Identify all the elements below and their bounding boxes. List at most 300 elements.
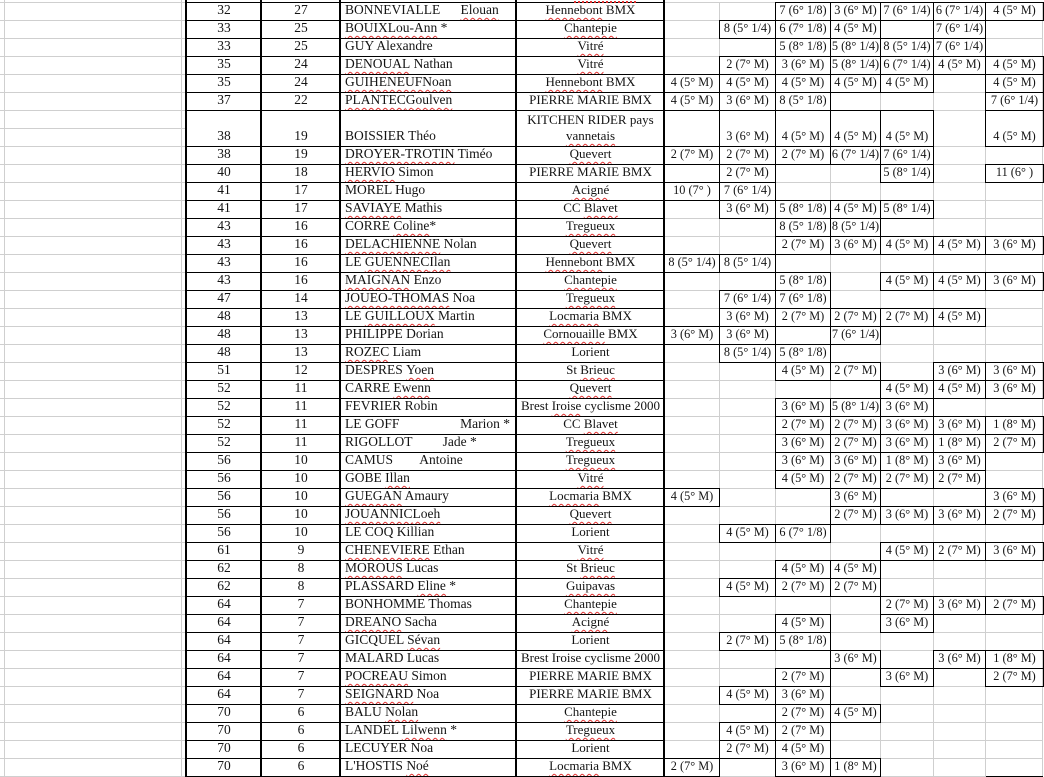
- name-cell: MOREL Hugo: [345, 182, 426, 197]
- result-cell: 3 (6° M): [938, 507, 981, 521]
- club-name: [517, 272, 664, 288]
- result-cell: 3 (6° M): [993, 363, 1036, 377]
- points-cell: 6: [297, 722, 305, 737]
- result-cell: 4 (5° M): [993, 75, 1036, 89]
- points-cell: 7: [297, 632, 305, 647]
- rank-cell: 56: [217, 488, 231, 503]
- club-cell: [517, 2, 664, 20]
- rank-cell: 56: [217, 524, 231, 539]
- result-cell: 1 (8° M): [993, 417, 1036, 431]
- spellcheck-squiggle: DROYER-TROTIN: [345, 146, 455, 161]
- spellcheck-squiggle: Noan: [422, 74, 452, 89]
- result-cell: 8 (5° 1/4): [831, 219, 880, 233]
- rank-cell: 48: [217, 344, 231, 359]
- club-name: [517, 704, 664, 720]
- result-cell: 2 (7° M): [670, 147, 714, 161]
- name-cell: JOUEO-THOMAS Noa: [345, 290, 476, 305]
- points-cell: 13: [294, 308, 308, 323]
- result-cell: 2 (7° M): [726, 147, 769, 161]
- spellcheck-squiggle: Chantepie: [564, 596, 617, 611]
- result-cell: 3 (6° M): [781, 453, 825, 467]
- result-cell: 3 (6° M): [781, 759, 825, 773]
- rank-cell: 47: [217, 290, 231, 305]
- spellcheck-squiggle: Ilan: [429, 254, 451, 269]
- result-cell: 4 (5° M): [670, 489, 714, 503]
- club-name: [517, 614, 664, 630]
- result-cell: 4 (5° M): [938, 57, 981, 71]
- club-cell: [517, 326, 664, 344]
- rank-cell: 52: [217, 380, 231, 395]
- result-cell: 3 (6° M): [834, 651, 877, 665]
- result-cell: 3 (6° M): [885, 399, 929, 413]
- result-cell: 4 (5° M): [885, 381, 929, 395]
- spellcheck-squiggle: Hennebont: [545, 2, 603, 17]
- result-cell: 4 (5° M): [726, 579, 769, 593]
- club-cell: [517, 416, 664, 434]
- spellcheck-squiggle: DELACHIENNE: [345, 236, 441, 251]
- name-cell: [341, 506, 516, 524]
- rank-cell: 64: [217, 668, 231, 683]
- result-cell: 5 (8° 1/8): [779, 201, 827, 215]
- result-cell: 3 (6° M): [938, 597, 981, 611]
- result-cell: 4 (5° M): [885, 273, 929, 287]
- result-cell: 5 (8° 1/8): [779, 633, 827, 647]
- name-cell: DREANO Sacha: [345, 614, 437, 629]
- spellcheck-squiggle: GUIHENEUF: [345, 74, 423, 89]
- spellcheck-squiggle: Blavet: [583, 200, 618, 215]
- club-cell: [517, 524, 664, 542]
- rank-cell: 43: [217, 272, 231, 287]
- spellcheck-squiggle: Tregueux: [565, 218, 616, 233]
- points-cell: 18: [294, 164, 308, 179]
- points-cell: 10: [294, 524, 308, 539]
- result-cell: 3 (6° M): [834, 237, 877, 251]
- result-cell: 4 (5° M): [670, 93, 714, 107]
- spellcheck-squiggle: GUILLOUX: [364, 308, 435, 323]
- result-cell: 4 (5° M): [834, 21, 877, 35]
- result-cell: 2 (7° M): [781, 705, 825, 719]
- club-cell: [517, 452, 664, 470]
- spellcheck-squiggle: Tregueux: [565, 722, 616, 737]
- spellcheck-squiggle: Locmaria: [549, 308, 599, 323]
- name-cell: DENOUAL Nathan: [345, 56, 453, 71]
- result-cell: 3 (6° M): [938, 651, 981, 665]
- name-cell: GUEGAN Amaury: [345, 488, 449, 503]
- club-name: [517, 20, 664, 36]
- club-cell: [517, 722, 664, 740]
- result-cell: 3 (6° M): [726, 129, 769, 143]
- result-cell: 1 (8° M): [993, 651, 1036, 665]
- spellcheck-squiggle: vannetais: [565, 128, 616, 143]
- rank-cell: 64: [217, 614, 231, 629]
- rank-cell: 48: [217, 308, 231, 323]
- club-name: PIERRE MARIE BMX: [529, 92, 652, 107]
- points-cell: 24: [294, 56, 308, 71]
- club-name: PIERRE MARIE BMX: [529, 686, 652, 701]
- club-name: [517, 380, 664, 396]
- spellcheck-squiggle: DENOUAL: [345, 56, 411, 71]
- points-cell: 13: [294, 326, 308, 341]
- result-cell: 4 (5° M): [834, 705, 877, 719]
- result-cell: 3 (6° M): [670, 327, 714, 341]
- club-name: [517, 542, 664, 558]
- spellcheck-squiggle: Noé: [406, 758, 429, 773]
- points-cell: 6: [297, 704, 305, 719]
- rank-cell: 38: [217, 146, 231, 161]
- result-cell: 4 (5° M): [938, 381, 981, 395]
- column-gridline: [181, 0, 182, 777]
- points-cell: 7: [297, 668, 305, 683]
- result-cell: 3 (6° M): [834, 453, 877, 467]
- result-cell: 1 (8° M): [938, 435, 981, 449]
- result-cell: 7 (6° 1/4): [883, 3, 931, 17]
- club-cell: [517, 164, 664, 182]
- club-name: Brest Iroise cyclisme 2000: [521, 650, 660, 665]
- club-cell: [517, 596, 664, 614]
- points-cell: 7: [297, 596, 305, 611]
- rank-cell: 64: [217, 632, 231, 647]
- spellcheck-squiggle: Chantepie: [564, 704, 617, 719]
- club-cell: [517, 488, 664, 506]
- rank-cell: 52: [217, 434, 231, 449]
- spellcheck-squiggle: Hennebont: [545, 74, 603, 89]
- result-cell: 8 (5° 1/4): [723, 255, 772, 269]
- points-cell: 13: [294, 344, 308, 359]
- name-cell: SAVIAYE Mathis: [345, 200, 443, 215]
- result-cell: 2 (7° M): [885, 471, 929, 485]
- club-name: CC Blavet: [563, 200, 618, 215]
- result-cell: 6 (7° 1/4): [935, 3, 984, 17]
- club-cell: [517, 362, 664, 380]
- points-cell: 10: [294, 452, 308, 467]
- rank-cell: 64: [217, 650, 231, 665]
- spellcheck-squiggle: Tregueux: [565, 290, 616, 305]
- club-cell: [517, 650, 664, 668]
- club-name: Locmaria BMX: [549, 488, 632, 503]
- result-cell: 2 (7° M): [993, 435, 1036, 449]
- name-cell: GOBE Illan: [345, 470, 410, 485]
- result-cell: 2 (7° M): [834, 435, 877, 449]
- spellcheck-squiggle: MOROUS: [345, 560, 403, 575]
- result-cell: 11 (6° ): [995, 165, 1034, 179]
- result-cell: 6 (7° 1/8): [779, 525, 827, 539]
- club-name: Lorient: [571, 740, 610, 755]
- club-cell: [517, 614, 664, 632]
- spellcheck-squiggle: Guipavas: [565, 578, 616, 593]
- spellcheck-squiggle: Vitré: [577, 470, 604, 485]
- name-cell: [341, 74, 516, 92]
- result-cell: 3 (6° M): [834, 489, 877, 503]
- result-cell: 2 (7° M): [834, 363, 877, 377]
- rank-cell: 64: [217, 686, 231, 701]
- spellcheck-squiggle: CHENEVIERE: [345, 542, 430, 557]
- result-cell: 2 (7° M): [993, 597, 1036, 611]
- result-cell: 7 (6° 1/4): [723, 183, 772, 197]
- name-cell: BOISSIER Théo: [345, 128, 436, 143]
- club-cell: [517, 578, 664, 596]
- points-cell: 11: [294, 416, 308, 431]
- result-cell: 4 (5° M): [938, 237, 981, 251]
- club-name: Cornouaille BMX: [543, 326, 638, 341]
- result-cell: 7 (6° 1/4): [831, 327, 880, 341]
- points-cell: 16: [294, 236, 308, 251]
- result-cell: 4 (5° M): [726, 525, 769, 539]
- spellcheck-squiggle: Coline: [393, 218, 430, 233]
- points-cell: 16: [294, 218, 308, 233]
- club-name: St Brieuc: [566, 560, 615, 575]
- points-cell: 7: [297, 614, 305, 629]
- club-name: Brest Iroise cyclisme 2000: [520, 398, 661, 413]
- spellcheck-squiggle: Vitré: [577, 38, 604, 53]
- result-cell: 2 (7° M): [993, 669, 1036, 683]
- name-cell: BALU Nolan: [345, 704, 419, 719]
- result-cell: 3 (6° M): [938, 417, 981, 431]
- rank-cell: 41: [217, 182, 231, 197]
- spellcheck-squiggle: Vitré: [577, 56, 604, 71]
- result-cell: 4 (5° M): [834, 201, 877, 215]
- rank-cell: 62: [217, 560, 231, 575]
- result-cell: 4 (5° M): [834, 129, 877, 143]
- name-cell: LANDEL Lilwenn *: [345, 722, 457, 737]
- spellcheck-squiggle: Ewenn: [393, 380, 431, 395]
- rank-cell: 56: [217, 506, 231, 521]
- name-cell: POCREAU Simon: [345, 668, 447, 683]
- spellcheck-squiggle: JOUANNIC: [345, 506, 413, 521]
- club-cell: [517, 56, 664, 74]
- name-cell: PHILIPPE Dorian: [345, 326, 444, 341]
- result-cell: 4 (5° M): [834, 561, 877, 575]
- club-name: Hennebont BMX: [545, 2, 636, 17]
- club-name: Lorient: [571, 524, 610, 539]
- spellcheck-squiggle: Illan: [385, 470, 410, 485]
- spellcheck-squiggle: Goulven: [405, 92, 453, 107]
- spellcheck-squiggle: Tregueux: [565, 434, 616, 449]
- rank-cell: 35: [217, 74, 231, 89]
- name-cell: PLASSARD Eline *: [345, 578, 457, 593]
- result-cell: 7 (6° 1/4): [883, 147, 931, 161]
- club-cell: [517, 560, 664, 578]
- club-cell: [517, 758, 664, 776]
- spellcheck-squiggle: Brieuc: [580, 560, 615, 575]
- name-cell: LECUYER Noa: [345, 740, 434, 755]
- result-cell: 5 (8° 1/8): [779, 345, 827, 359]
- name-cell: L'HOSTIS Noé: [345, 758, 429, 773]
- result-cell: 10 (7° ): [673, 183, 711, 197]
- name-cell: DESPRES Yoen: [345, 362, 435, 377]
- club-cell: [517, 218, 664, 236]
- result-cell: 2 (7° M): [885, 597, 929, 611]
- name-cell: CORRE Coline *: [345, 218, 437, 233]
- result-cell: 8 (5° 1/4): [668, 255, 716, 269]
- spellcheck-squiggle: HERVIO: [345, 164, 395, 179]
- club-cell: [517, 506, 664, 524]
- rank-cell: 70: [217, 722, 231, 737]
- name-cell: BOUIX Lou-Ann *: [345, 20, 448, 35]
- result-cell: 6 (7° 1/8): [779, 21, 827, 35]
- result-cell: 3 (6° M): [993, 489, 1036, 503]
- result-cell: 8 (5° 1/8): [779, 93, 827, 107]
- result-cell: 4 (5° M): [885, 75, 929, 89]
- name-cell: DROYER-TROTIN Timéo: [345, 146, 493, 161]
- spellcheck-squiggle: DREANO: [345, 614, 402, 629]
- result-cell: 5 (8° 1/8): [779, 273, 827, 287]
- result-cell: 4 (5° M): [726, 723, 769, 737]
- spellcheck-squiggle: POCREAU: [345, 668, 409, 683]
- club-cell: [517, 236, 664, 254]
- rank-cell: 33: [217, 20, 231, 35]
- result-cell: 5 (8° 1/8): [779, 39, 827, 53]
- club-name: PIERRE MARIE BMX: [529, 668, 652, 683]
- points-cell: 19: [294, 146, 308, 161]
- points-cell: 27: [294, 2, 308, 17]
- result-cell: 3 (6° M): [993, 543, 1036, 557]
- result-cell: 2 (7° M): [834, 507, 877, 521]
- club-cell: [517, 632, 664, 650]
- result-cell: 4 (5° M): [993, 3, 1036, 17]
- spellcheck-squiggle: Elouan: [460, 2, 499, 17]
- club-cell: [517, 704, 664, 722]
- result-cell: 2 (7° M): [885, 309, 929, 323]
- result-cell: 5 (8° 1/4): [831, 57, 880, 71]
- club-name: [517, 470, 664, 486]
- result-cell: 8 (5° 1/4): [883, 39, 931, 53]
- result-cell: 2 (7° M): [670, 759, 714, 773]
- result-cell: 2 (7° M): [781, 147, 825, 161]
- club-name: [517, 38, 664, 54]
- spellcheck-squiggle: Quevert: [569, 146, 612, 161]
- spellcheck-squiggle: Chantepie: [564, 20, 617, 35]
- points-cell: 25: [294, 20, 308, 35]
- result-cell: 2 (7° M): [834, 471, 877, 485]
- name-cell: GUY Alexandre: [345, 38, 433, 53]
- result-cell: 2 (7° M): [993, 507, 1036, 521]
- spellcheck-squiggle: Acigné: [571, 182, 610, 197]
- spellcheck-squiggle: Quevert: [569, 506, 612, 521]
- result-cell: 4 (5° M): [781, 561, 825, 575]
- points-cell: 16: [294, 272, 308, 287]
- result-cell: 2 (7° M): [726, 165, 769, 179]
- result-cell: 8 (5° 1/4): [723, 345, 772, 359]
- result-cell: 7 (6° 1/8): [779, 3, 827, 17]
- spellcheck-squiggle: PLANTEC: [345, 92, 406, 107]
- name-cell: FEVRIER Robin: [345, 398, 438, 413]
- spellcheck-squiggle: Lilwenn: [401, 722, 447, 737]
- club-cell: [517, 470, 664, 488]
- result-cell: 8 (5° 1/4): [723, 21, 772, 35]
- club-cell: [517, 542, 664, 560]
- spellcheck-squiggle: GUENNEC: [364, 254, 430, 269]
- result-cell: 2 (7° M): [781, 579, 825, 593]
- spellcheck-squiggle: Chantepie: [564, 272, 617, 287]
- result-cell: 3 (6° M): [885, 435, 929, 449]
- result-cell: 2 (7° M): [834, 417, 877, 431]
- points-cell: 7: [297, 650, 305, 665]
- points-cell: 6: [297, 758, 305, 773]
- result-cell: 4 (5° M): [781, 615, 825, 629]
- result-cell: 2 (7° M): [726, 57, 769, 71]
- result-cell: 3 (6° M): [993, 237, 1036, 251]
- spellcheck-squiggle: Brieuc: [580, 362, 615, 377]
- spellcheck-squiggle: Cornouaille: [543, 326, 605, 341]
- result-cell: 4 (5° M): [781, 75, 825, 89]
- club-name: Lorient: [571, 632, 610, 647]
- result-cell: 8 (5° 1/8): [779, 219, 827, 233]
- result-cell: 4 (5° M): [781, 741, 825, 755]
- result-cell: 3 (6° M): [726, 201, 769, 215]
- spellcheck-squiggle: SAVIAYE: [345, 200, 402, 215]
- club-cell: [517, 380, 664, 398]
- club-cell: [517, 740, 664, 758]
- club-cell: [517, 74, 664, 92]
- result-cell: 4 (5° M): [938, 273, 981, 287]
- club-cell: [517, 434, 664, 452]
- result-cell: 4 (5° M): [781, 471, 825, 485]
- spellcheck-squiggle: GUEGAN: [345, 488, 402, 503]
- rank-cell: 43: [217, 254, 231, 269]
- club-cell: [517, 272, 664, 290]
- club-cell: [517, 686, 664, 704]
- spellcheck-squiggle: Tregueux: [565, 452, 616, 467]
- club-cell: [517, 200, 664, 218]
- result-cell: 2 (7° M): [781, 417, 825, 431]
- name-cell: SEIGNARD Noa: [345, 686, 440, 701]
- result-cell: 7 (6° 1/4): [935, 39, 984, 53]
- club-name: [517, 506, 664, 522]
- result-cell: 3 (6° M): [885, 615, 929, 629]
- points-cell: 24: [294, 74, 308, 89]
- result-cell: 4 (5° M): [885, 129, 929, 143]
- name-cell: DELACHIENNE Nolan: [345, 236, 477, 251]
- points-cell: 10: [294, 470, 308, 485]
- result-cell: 5 (8° 1/4): [831, 399, 880, 413]
- club-name: [517, 434, 664, 450]
- name-cell: CAMUS Antoine: [345, 452, 463, 467]
- name-cell: BONHOMME Thomas: [345, 596, 472, 611]
- rank-cell: 32: [217, 2, 231, 17]
- name-cell: LE COQ Killian: [345, 524, 435, 539]
- result-cell: 2 (7° M): [938, 543, 981, 557]
- result-cell: 7 (6° 1/4): [935, 21, 984, 35]
- name-cell: ROZEC Liam: [345, 344, 422, 359]
- club-name: St Brieuc: [566, 362, 615, 377]
- spellcheck-squiggle: MAIGNAN: [345, 272, 411, 287]
- rank-cell: 70: [217, 758, 231, 773]
- points-cell: 9: [297, 542, 305, 557]
- result-cell: 4 (5° M): [781, 363, 825, 377]
- result-cell: 3 (6° M): [781, 687, 825, 701]
- points-cell: 19: [294, 128, 308, 143]
- spellcheck-squiggle: Nolan: [385, 704, 419, 719]
- points-cell: 11: [294, 434, 308, 449]
- result-cell: 5 (8° 1/4): [883, 201, 931, 215]
- club-name: Hennebont BMX: [545, 74, 636, 89]
- result-cell: 7 (6° 1/4): [990, 93, 1039, 107]
- club-cell: [517, 344, 664, 362]
- rank-cell: 43: [217, 218, 231, 233]
- club-name: [517, 722, 664, 738]
- club-name: [517, 182, 664, 198]
- result-cell: 2 (7° M): [726, 633, 769, 647]
- result-cell: 7 (6° 1/8): [779, 291, 827, 305]
- result-cell: 4 (5° M): [726, 687, 769, 701]
- points-cell: 10: [294, 488, 308, 503]
- column-gridline: [4, 0, 5, 777]
- result-cell: 2 (7° M): [781, 237, 825, 251]
- club-cell: [517, 308, 664, 326]
- result-cell: 3 (6° M): [885, 507, 929, 521]
- result-cell: 3 (6° M): [885, 417, 929, 431]
- spellcheck-squiggle: Locmaria: [549, 758, 599, 773]
